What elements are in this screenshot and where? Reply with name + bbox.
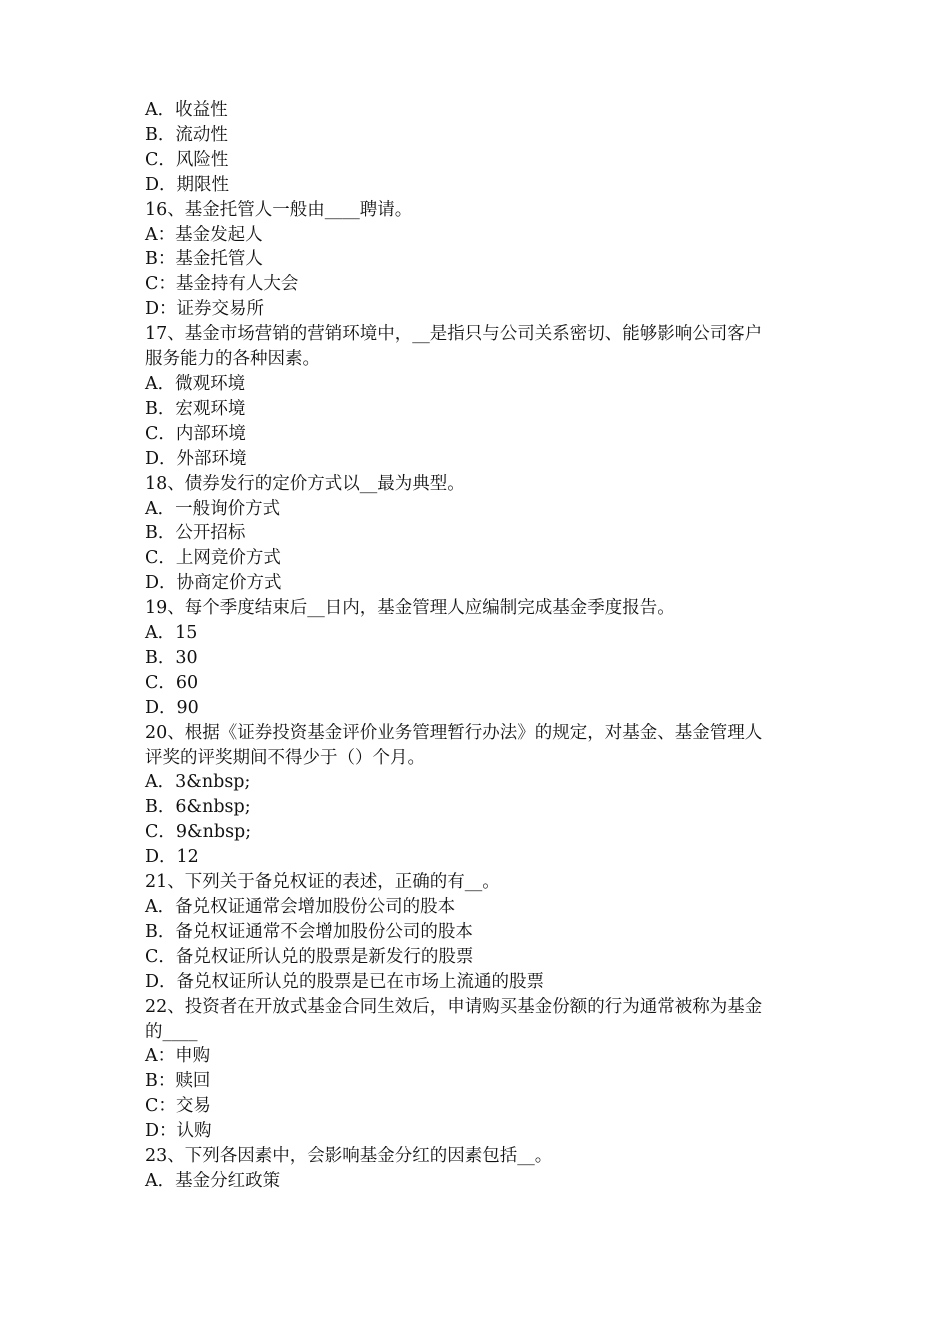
option-line: A．一般询价方式 — [145, 498, 281, 519]
question-17: 17、基金市场营销的营销环境中，__是指只与公司关系密切、能够影响公司客户 — [145, 324, 763, 345]
question-23: 23、下列各因素中，会影响基金分红的因素包括__。 — [145, 1146, 553, 1167]
option-line: C．9&nbsp; — [145, 822, 252, 843]
question-16: 16、基金托管人一般由____聘请。 — [145, 199, 413, 220]
option-line: A．15 — [145, 623, 198, 644]
option-line: C．60 — [145, 672, 199, 693]
option-line: A．基金分红政策 — [145, 1170, 281, 1191]
option-line: A．3&nbsp; — [145, 772, 251, 793]
question-20: 20、根据《证券投资基金评价业务管理暂行办法》的规定，对基金、基金管理人 — [145, 722, 763, 743]
option-line: A：申购 — [145, 1046, 211, 1067]
option-line: D．协商定价方式 — [145, 573, 282, 594]
option-line: C．上网竞价方式 — [145, 548, 281, 569]
question-19: 19、每个季度结束后__日内，基金管理人应编制完成基金季度报告。 — [145, 598, 675, 619]
option-line: B．备兑权证通常不会增加股份公司的股本 — [145, 921, 473, 942]
option-line: B：赎回 — [145, 1071, 211, 1092]
document-page — [145, 98, 825, 1194]
question-18: 18、债券发行的定价方式以__最为典型。 — [145, 473, 465, 494]
question-22-continued: 的____ — [145, 1021, 198, 1042]
question-20-continued: 评奖的评奖期间不得少于（）个月。 — [145, 747, 425, 768]
option-line: D．90 — [145, 697, 199, 718]
option-line: D．外部环境 — [145, 448, 247, 469]
option-line: B．公开招标 — [145, 523, 246, 544]
option-line: A．收益性 — [145, 100, 228, 120]
option-line: B：基金托管人 — [145, 249, 263, 270]
option-line: D：认购 — [145, 1121, 212, 1142]
question-17-continued: 服务能力的各种因素。 — [145, 349, 320, 370]
option-line: D．备兑权证所认兑的股票是已在市场上流通的股票 — [145, 971, 545, 992]
option-line: D．期限性 — [145, 174, 230, 195]
option-line: C．内部环境 — [145, 423, 246, 444]
option-line: A：基金发起人 — [145, 224, 263, 245]
option-line: C：基金持有人大会 — [145, 274, 299, 295]
option-line: D．12 — [145, 847, 199, 868]
question-22: 22、投资者在开放式基金合同生效后，申请购买基金份额的行为通常被称为基金 — [145, 996, 763, 1017]
option-line: B．流动性 — [145, 124, 228, 145]
option-line: C．风险性 — [145, 149, 229, 170]
option-line: D：证券交易所 — [145, 299, 265, 320]
option-line: A．微观环境 — [145, 373, 246, 394]
question-21: 21、下列关于备兑权证的表述，正确的有__。 — [145, 872, 500, 893]
option-line: C：交易 — [145, 1096, 211, 1117]
option-line: C．备兑权证所认兑的股票是新发行的股票 — [145, 946, 474, 967]
option-line: A．备兑权证通常会增加股份公司的股本 — [145, 897, 456, 917]
option-line: B．30 — [145, 647, 198, 668]
option-line: B．宏观环境 — [145, 398, 246, 419]
option-line: B．6&nbsp; — [145, 797, 251, 818]
